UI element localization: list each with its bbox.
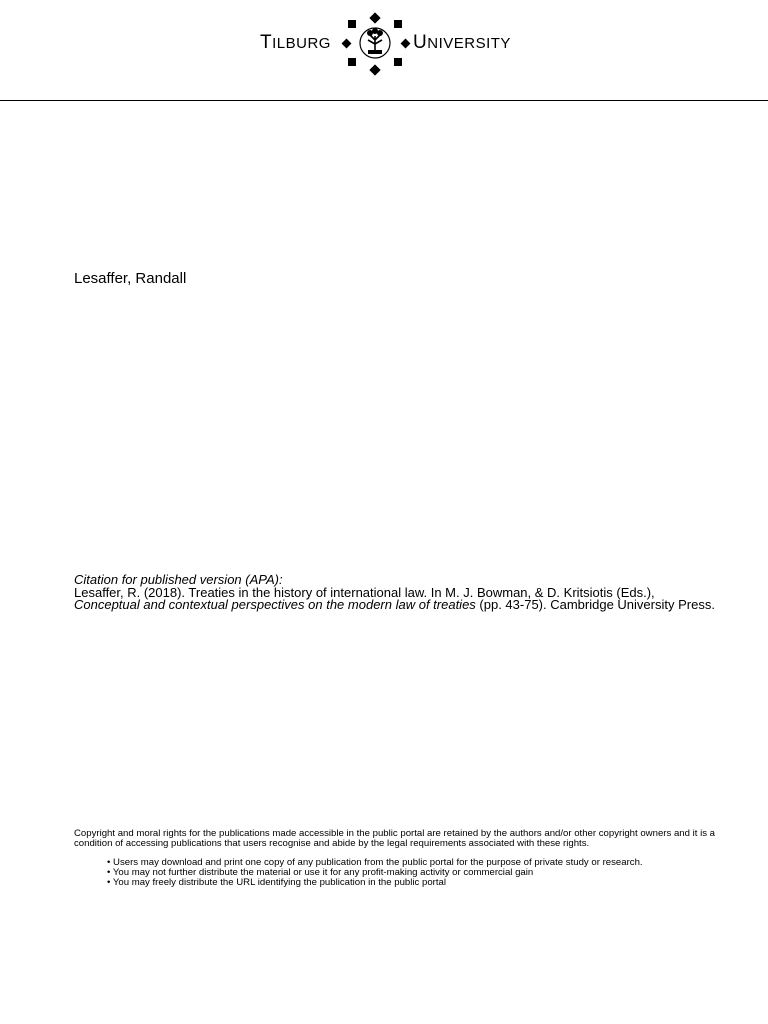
usage-rule-item: • Users may download and print one copy of any publication from the public portal for the purpose of private study or research. [107, 858, 734, 868]
citation-pages-publisher: (pp. 43-75). Cambridge University Press. [475, 597, 715, 612]
citation-line-2 [74, 599, 734, 612]
book-title: Conceptual and contextual perspectives on the modern law of treaties [74, 597, 476, 612]
logo-university-initial: U [413, 32, 428, 53]
logo-university-rest: NIVERSITY [427, 35, 511, 52]
citation-block [74, 574, 734, 612]
copyright-notice [74, 829, 734, 888]
logo-word-university [413, 32, 511, 55]
logo-tilburg-initial: T [260, 32, 273, 53]
author-name: Lesaffer, Randall [74, 270, 187, 287]
tilburg-university-logo [260, 12, 512, 76]
university-seal-icon [340, 12, 412, 76]
citation-label: Citation for published version (APA): [74, 572, 283, 587]
citation-line-1: Lesaffer, R. (2018). Treaties in the history of international law. In M. J. Bowman, & D. Kritsiotis (Eds.), [74, 584, 655, 600]
copyright-statement: Copyright and moral rights for the publications made accessible in the public portal are retained by the authors and/or other copyright owners and it is a condition of accessing publications that users recognise and abide by the legal requirements associated with these rights. [74, 828, 716, 850]
page-header [0, 0, 768, 101]
logo-word-tilburg [260, 32, 331, 55]
usage-rule-item: • You may not further distribute the material or use it for any profit-making activity or commercial gain [107, 868, 734, 878]
usage-rule-item: • You may freely distribute the URL identifying the publication in the public portal [107, 878, 734, 888]
logo-tilburg-rest: ILBURG [272, 35, 331, 52]
usage-rules-list [107, 858, 734, 889]
